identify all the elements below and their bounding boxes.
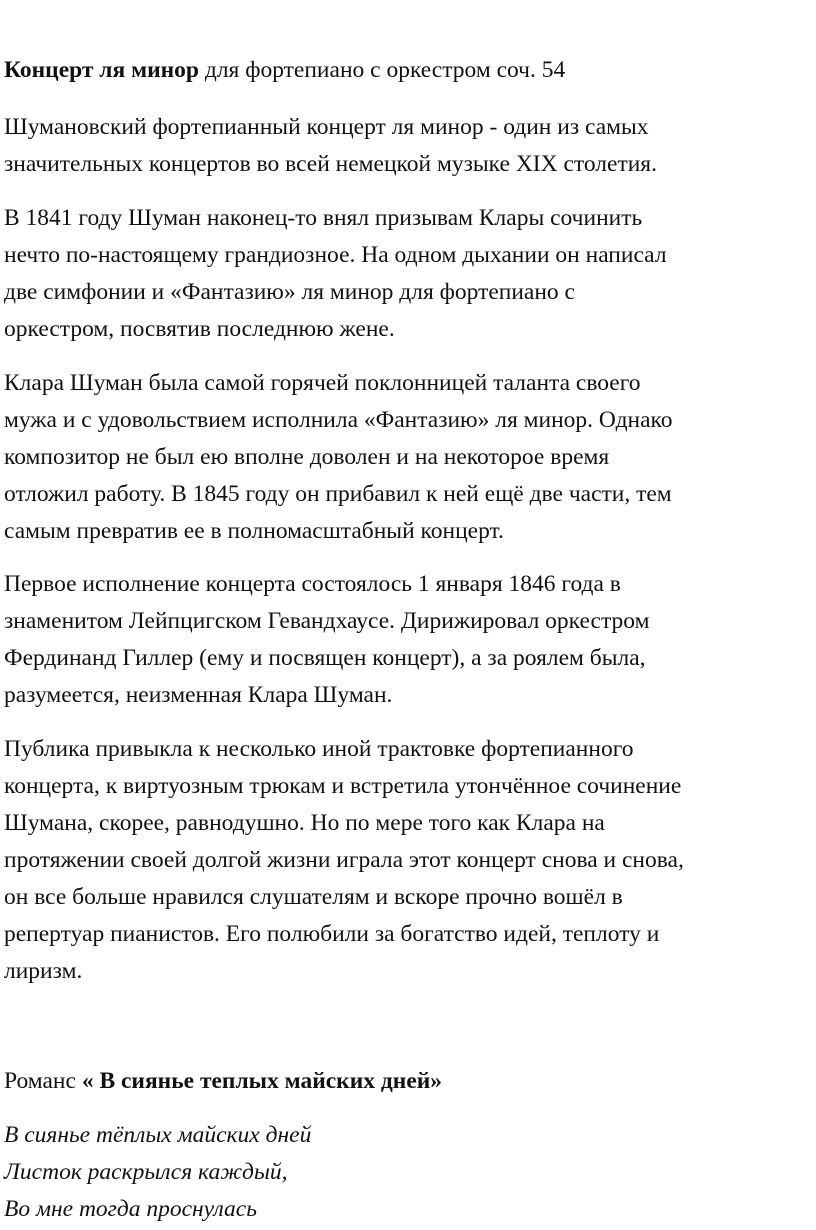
paragraph-line: концерта, к виртуозным трюкам и встретила утончённое сочинение xyxy=(4,773,682,799)
paragraph-line: лиризм. xyxy=(4,958,83,984)
paragraph-line: Клара Шуман была самой горячей поклонницей таланта своего xyxy=(4,370,641,396)
paragraph-line: Публика привыкла к несколько иной трактовке фортепианного xyxy=(4,736,634,762)
paragraph-line: нечто по-настоящему грандиозное. На одном дыхании он написал xyxy=(4,242,667,268)
paragraph-line: мужа и с удовольствием исполнила «Фантазию» ля минор. Однако xyxy=(4,407,673,433)
paragraph-line: знаменитом Лейпцигском Гевандхаусе. Дирижировал оркестром xyxy=(4,608,650,634)
paragraph-4 xyxy=(4,566,649,714)
romance-prefix: Романс xyxy=(4,1068,82,1094)
paragraph-line: протяжении своей долгой жизни играла этот концерт снова и снова, xyxy=(4,847,684,873)
poem-line: Листок раскрылся каждый, xyxy=(4,1159,288,1185)
paragraph-line: отложил работу. В 1845 году он прибавил к ней ещё две части, тем xyxy=(4,481,672,507)
paragraph-line: разумеется, неизменная Клара Шуман. xyxy=(4,682,393,708)
paragraph-line: композитор не был ею вполне доволен и на некоторое время xyxy=(4,444,610,470)
poem-line: В сиянье тёплых майских дней xyxy=(4,1122,312,1148)
paragraph-line: репертуар пианистов. Его полюбили за богатство идей, теплоту и xyxy=(4,921,660,947)
paragraph-2 xyxy=(4,200,667,348)
paragraph-line: Первое исполнение концерта состоялось 1 января 1846 года в xyxy=(4,571,621,597)
romance-heading xyxy=(4,1063,442,1100)
romance-title: « В сиянье теплых майских дней» xyxy=(81,1068,443,1094)
paragraph-line: он все больше нравился слушателям и вскоре прочно вошёл в xyxy=(4,884,623,910)
paragraph-line: В 1841 году Шуман наконец-то внял призывам Клары сочинить xyxy=(4,205,643,231)
paragraph-line: Шумана, скорее, равнодушно. Но по мере того как Клара на xyxy=(4,810,605,836)
paragraph-line: оркестром, посвятив последнюю жене. xyxy=(4,316,395,342)
paragraph-line: значительных концертов во всей немецкой музыке XIX столетия. xyxy=(4,151,657,177)
paragraph-5 xyxy=(4,731,684,990)
paragraph-line: Фердинанд Гиллер (ему и посвящен концерт), а за роялем была, xyxy=(4,645,646,671)
paragraph-line: самым превратив ее в полномасштабный концерт. xyxy=(4,518,504,544)
poem-line: Во мне тогда проснулась xyxy=(4,1196,257,1222)
heading-bold-title: Концерт ля минор xyxy=(4,57,199,83)
poem xyxy=(4,1117,311,1228)
paragraph-line: Шумановский фортепианный концерт ля минор - один из самых xyxy=(4,114,649,140)
heading xyxy=(4,52,565,89)
paragraph-3 xyxy=(4,365,673,550)
paragraph-line: две симфонии и «Фантазию» ля минор для фортепиано с xyxy=(4,279,575,305)
paragraph-1 xyxy=(4,109,657,183)
heading-subtitle: для фортепиано с оркестром соч. 54 xyxy=(199,57,566,83)
